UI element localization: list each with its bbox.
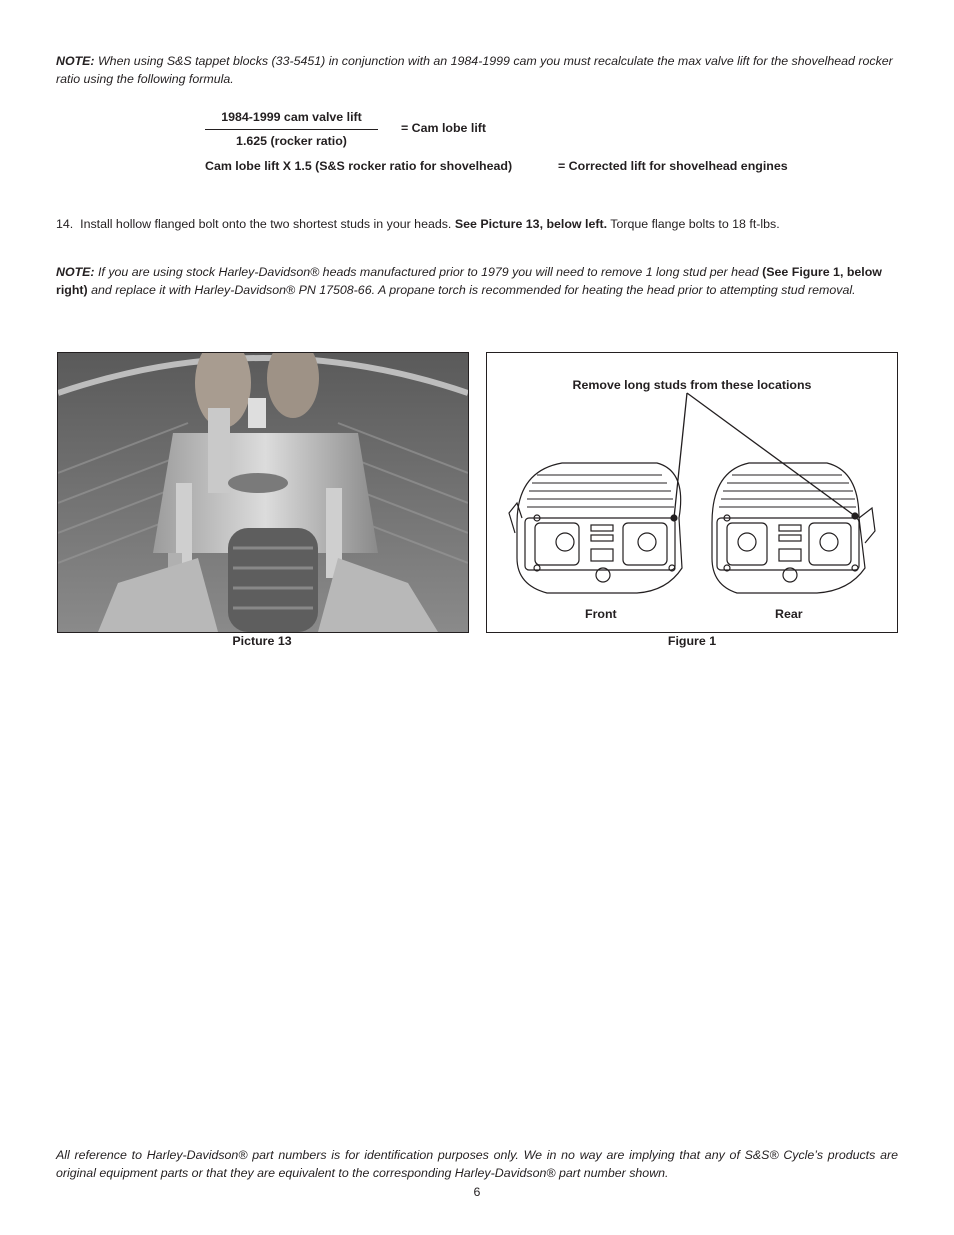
figure-1-diagram xyxy=(486,352,898,633)
formula-line-2-left: Cam lobe lift X 1.5 (S&S rocker ratio for shovelhead) xyxy=(205,159,513,173)
note-text: If you are using stock Harley-Davidson® heads manufactured prior to 1979 you will need to remove 1 long stud per head xyxy=(94,265,763,279)
note-label: NOTE: xyxy=(56,54,95,68)
note-text: When using S&S tappet blocks (33-5451) in conjunction with an 1984-1999 cam you must recalculate the max valve lift for the shovelhead rocker ratio using the following formula. xyxy=(56,54,893,86)
photo-illustration xyxy=(58,353,468,632)
note-paragraph-1 xyxy=(56,52,898,88)
page-number: 6 xyxy=(473,1185,481,1199)
figure-1-caption: Figure 1 xyxy=(667,634,717,648)
note-text-2: and replace it with Harley-Davidson® PN 17508-66. A propane torch is recommended for heating the head prior to attempting stud removal. xyxy=(87,283,856,297)
rear-label: Rear xyxy=(775,607,803,621)
step-text-2: Torque flange bolts to 18 ft-lbs. xyxy=(607,217,780,231)
formula-result-1: = Cam lobe lift xyxy=(401,121,487,135)
note-label: NOTE: xyxy=(56,265,95,279)
fraction-line xyxy=(205,129,378,130)
formula-numerator: 1984-1999 cam valve lift xyxy=(221,110,362,124)
step-reference: See Picture 13, below left. xyxy=(454,217,608,231)
note-reference: (See Figure 1, below right) xyxy=(56,265,882,297)
picture-13-caption: Picture 13 xyxy=(232,634,292,648)
cylinder-heads-drawing xyxy=(487,353,897,632)
formula-denominator: 1.625 (rocker ratio) xyxy=(236,134,347,148)
footer-disclaimer: All reference to Harley-Davidson® part numbers is for identification purposes only. We in no way are implying that any of S&S® Cycle’s products are original equipment parts or that they are equivalent to the corresponding Harley-Davidson® part number shown. xyxy=(56,1148,898,1180)
step-number: 14. xyxy=(56,217,74,231)
step-14 xyxy=(56,215,898,233)
step-text: Install hollow flanged bolt onto the two shortest studs in your heads. xyxy=(80,217,452,231)
figure-annotation: Remove long studs from these locations xyxy=(572,378,812,392)
note-paragraph-2 xyxy=(56,263,898,299)
picture-13-photo xyxy=(57,352,469,633)
formula-line-2-right: = Corrected lift for shovelhead engines xyxy=(558,159,788,173)
front-label: Front xyxy=(585,607,617,621)
